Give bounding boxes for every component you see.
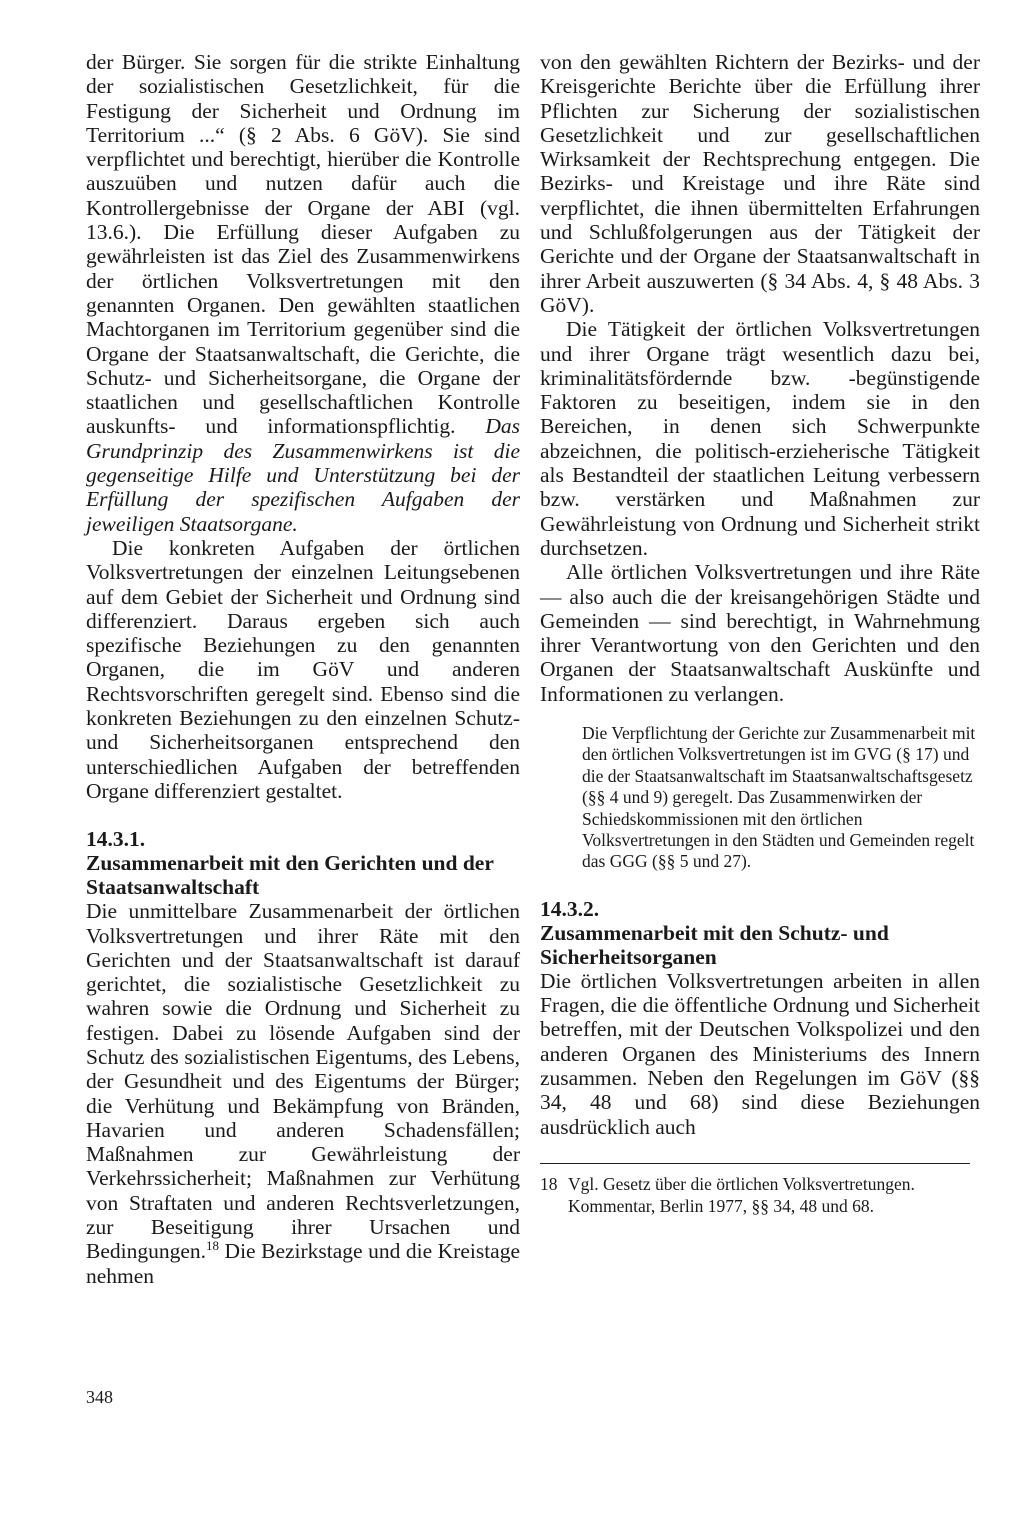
section-body <box>86 899 520 1288</box>
section-number: 14.3.2. <box>540 896 600 921</box>
paragraph: Die Tätigkeit der örtlichen Volksvertretungen und ihrer Organe trägt wesentlich dazu bei, kriminalitätsfördernde bzw. -begünstigende Faktoren zu beseitigen, indem sie in den Bereichen, in denen sich Schwerpunkte abzeichnen, die politisch-erzieherische Tätigkeit als Bestandteil der staatlichen Leitung verbessern bzw. verstärken und Maßnahmen zur Gewährleistung von Ordnung und Sicherheit strikt durchsetzen. <box>540 317 980 560</box>
section-heading-14-3-2 <box>540 897 980 969</box>
paragraph <box>86 50 520 536</box>
footnote <box>540 1174 980 1217</box>
small-print-note: Die Verpflichtung der Gerichte zur Zusammenarbeit mit den örtlichen Volksvertretungen ist im GVG (§ 17) und die der Staatsanwaltschaft im Staatsanwaltschaftsgesetz (§§ 4 und 9) geregelt. Das Zusammenwirken der Schiedskommissionen mit den örtlichen Volksvertretungen in den Städten und Gemeinden regelt das GGG (§§ 5 und 27). <box>582 723 976 872</box>
section-body-end: Die Bezirkstage und die Kreistage nehmen <box>86 1239 521 1288</box>
paragraph: Alle örtlichen Volksvertretungen und ihre Räte — also auch die der kreisangehörigen Städte und Gemeinden — sind berechtigt, in Wahrnehmung ihrer Verantwortung von den Gerichten und den Organen der Staatsanwaltschaft Auskünfte und Informationen zu verlangen. <box>540 560 980 706</box>
section-body: Die örtlichen Volksvertretungen arbeiten in allen Fragen, die die öffentliche Ordnung und Sicherheit betreffen, mit der Deutschen Volkspolizei und den anderen Organen des Ministeriums des Innern zusammen. Neben den Regelungen im GöV (§§ 34, 48 und 68) sind diese Beziehungen ausdrücklich auch <box>540 968 980 1139</box>
footnote-number: 18 <box>540 1173 558 1194</box>
section-number: 14.3.1. <box>86 827 146 852</box>
section-heading-14-3-1 <box>86 827 520 899</box>
section-title: Zusammenarbeit mit den Schutz- und Sicherheitsorganen <box>540 920 889 969</box>
section-body-text: Die unmittelbare Zusammenarbeit der örtlichen Volksvertretungen und ihrer Räte mit den Gerichten und der Staatsanwaltschaft ist darauf gerichtet, die sozialistische Gesetzlichkeit zu wahren sowie die Ordnung und Sicherheit zu festigen. Dabei zu lösende Aufgaben sind der Schutz des sozialistischen Eigentums, des Lebens, der Gesundheit und des Eigentums der Bürger; die Verhütung und Bekämpfung von Bränden, Havarien und anderen Schadensfällen; Maßnahmen zur Gewährleistung der Verkehrssicherheit; Maßnahmen zur Verhütung von Straftaten und anderen Rechtsverletzungen, zur Beseitigung ihrer Ursachen und Bedingungen. <box>86 899 520 1264</box>
paragraph-text: der Bürger. Sie sorgen für die strikte Einhaltung der sozialistischen Gesetzlichkeit, für die Festigung der Sicherheit und Ordnung im Territorium ...“ (§ 2 Abs. 6 GöV). Sie sind verpflichtet und berechtigt, hierüber die Kontrolle auszuüben und nutzen dafür auch die Kontrollergebnisse der Organe der ABI (vgl. 13.6.). Die Erfüllung dieser Aufgaben zu gewährleisten ist das Ziel des Zusammenwirkens der örtlichen Volksvertretungen mit den genannten Organen. Den gewählten staatlichen Machtorganen im Territorium gegenüber sind die Organe der Staatsanwaltschaft, die Gerichte, die Schutz- und Sicherheitsorgane, die Organe der staatlichen und gesellschaftlichen Kontrolle auskunfts- und informationspflichtig. <box>86 50 520 439</box>
paragraph: Die konkreten Aufgaben der örtlichen Volksvertretungen der einzelnen Leitungsebenen auf dem Gebiet der Sicherheit und Ordnung sind differenziert. Daraus ergeben sich auch spezifische Beziehungen zu den genannten Organen, die im GöV und anderen Rechtsvorschriften geregelt sind. Ebenso sind die konkreten Beziehungen zu den einzelnen Schutz- und Sicherheitsorganen entsprechend den unterschiedlichen Aufgaben der betreffenden Organe differenziert gestaltet. <box>86 535 520 803</box>
italic-principle-text: Das Grundprinzip des Zusammenwirkens ist die gegenseitige Hilfe und Unterstützung bei der Erfüllung der spezifischen Aufgaben der jeweiligen Staatsorgane. <box>86 414 520 536</box>
right-column <box>540 50 980 1217</box>
footnote-reference: 18 <box>206 1238 220 1254</box>
left-column <box>86 50 520 1288</box>
paragraph: von den gewählten Richtern der Bezirks- und der Kreisgerichte Berichte über die Erfüllung ihrer Pflichten zur Sicherung der sozialistischen Gesetzlichkeit und zur gesellschaftlichen Wirksamkeit der Rechtsprechung entgegen. Die Bezirks- und Kreistage und ihre Räte sind verpflichtet, die ihnen übermittelten Erfahrungen und Schlußfolgerungen aus der Tätigkeit der Gerichte und der Organe der Staatsanwaltschaft in ihrer Arbeit auszuwerten (§ 34 Abs. 4, § 48 Abs. 3 GöV). <box>540 50 980 317</box>
footnote-text: Vgl. Gesetz über die örtlichen Volksvertretungen. Kommentar, Berlin 1977, §§ 34, 48 und 68. <box>568 1173 915 1216</box>
page-number: 348 <box>86 1387 113 1407</box>
section-title: Zusammenarbeit mit den Gerichten und der Staatsanwaltschaft <box>86 851 494 900</box>
footnote-divider <box>540 1163 970 1164</box>
